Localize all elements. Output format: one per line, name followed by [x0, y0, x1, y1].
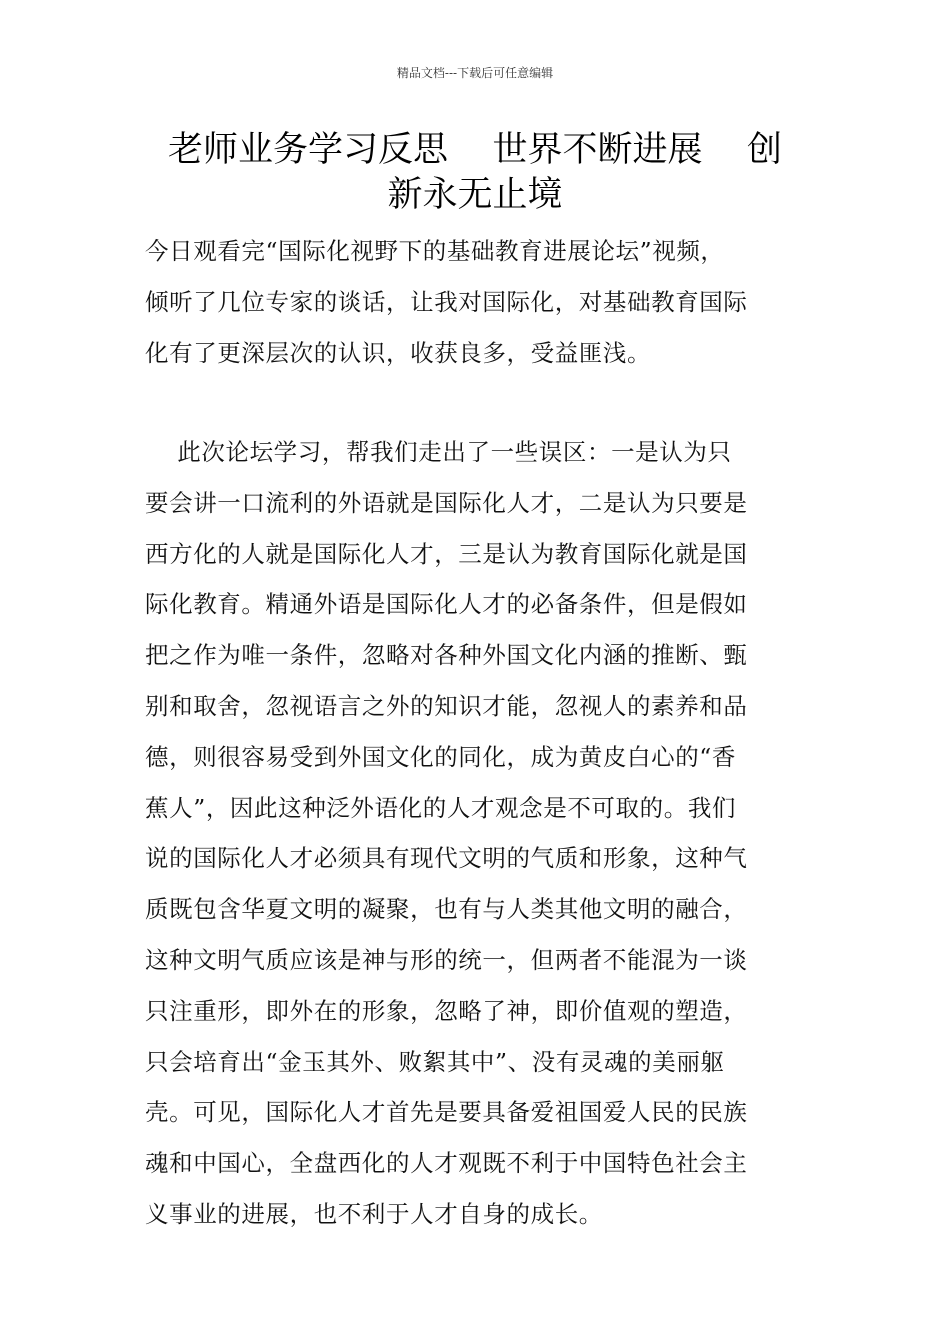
text-line: 要会讲一口流利的外语就是国际化人才，二是认为只要是 [145, 488, 748, 517]
text-line: 西方化的人就是国际化人才，三是认为教育国际化就是国 [145, 539, 748, 568]
text-line: 把之作为唯一条件，忽略对各种外国文化内涵的推断、甄 [145, 641, 748, 670]
text-line: 魂和中国心，全盘西化的人才观既不利于中国特色社会主 [145, 1149, 748, 1178]
text-line: 化有了更深层次的认识，收获良多，受益匪浅。 [145, 338, 652, 367]
text-line: 质既包含华夏文明的凝聚，也有与人类其他文明的融合， [145, 895, 748, 924]
paragraph-intro [145, 226, 811, 378]
text-line: 说的国际化人才必须具有现代文明的气质和形象，这种气 [145, 844, 748, 873]
page-header-note: 精品文档---下载后可任意编辑 [396, 66, 554, 80]
text-line: 蕉人”，因此这种泛外语化的人才观念是不可取的。我们 [145, 793, 737, 822]
text-line: 只注重形，即外在的形象，忽略了神，即价值观的塑造， [145, 996, 748, 1025]
title-line: 新永无止境 [387, 175, 563, 215]
title-line: 老师业务学习反思 世界不断进展 创 [167, 130, 782, 170]
text-line: 此次论坛学习，帮我们走出了一些误区：一是认为只 [145, 438, 732, 466]
text-line: 壳。可见，国际化人才首先是要具备爱祖国爱人民的民族 [145, 1098, 748, 1127]
text-line: 这种文明气质应该是神与形的统一，但两者不能混为一谈 [145, 945, 748, 974]
document-title [145, 128, 805, 218]
text-line: 今日观看完“国际化视野下的基础教育进展论坛”视频， [145, 237, 725, 265]
text-line: 际化教育。精通外语是国际化人才的必备条件，但是假如 [145, 590, 748, 619]
paragraph-main [145, 427, 811, 1240]
text-line: 义事业的进展，也不利于人才自身的成长。 [145, 1199, 603, 1228]
text-line: 别和取舍，忽视语言之外的知识才能，忽视人的素养和品 [145, 691, 748, 720]
text-line: 德，则很容易受到外国文化的同化，成为黄皮白心的“香 [145, 742, 737, 771]
text-line: 只会培育出“金玉其外、败絮其中”、没有灵魂的美丽躯 [145, 1047, 725, 1076]
text-line: 倾听了几位专家的谈话，让我对国际化，对基础教育国际 [145, 287, 748, 316]
